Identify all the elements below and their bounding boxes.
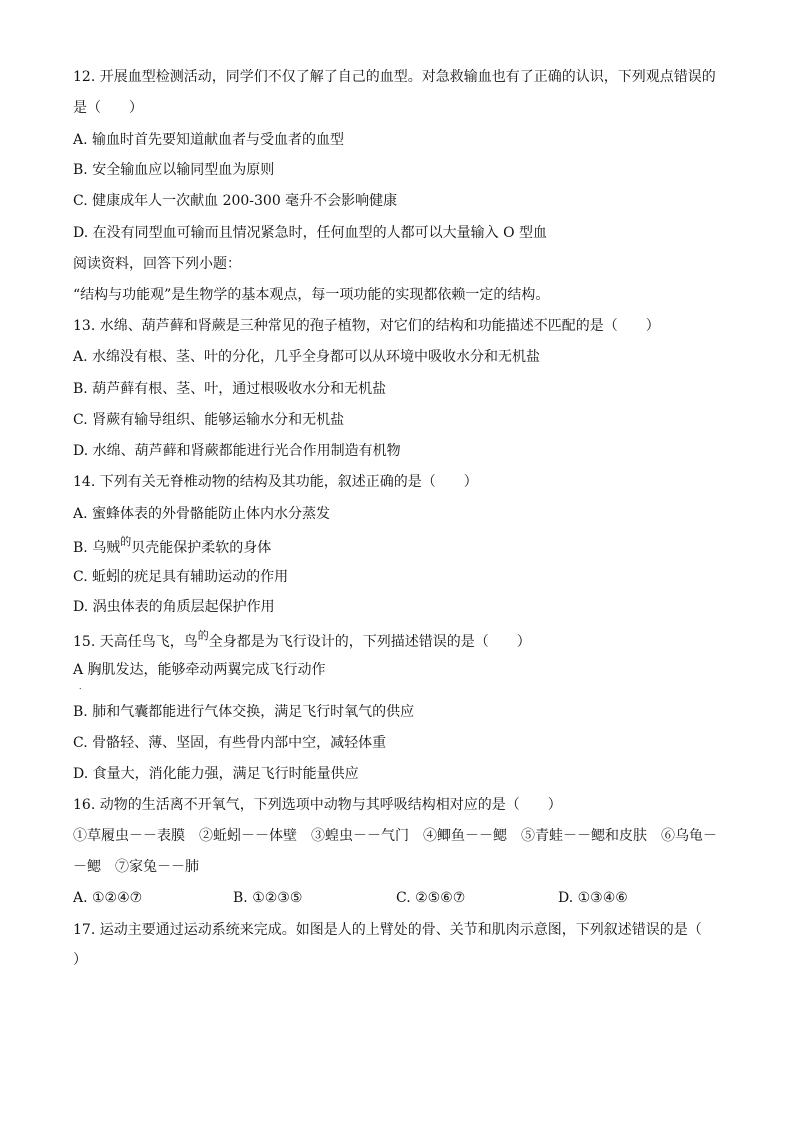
q13-option-d: D. 水绵、葫芦藓和肾蕨都能进行光合作用制造有机物 bbox=[73, 443, 401, 459]
q15-option-b: B. 肺和气囊都能进行气体交换，满足飞行时氧气的供应 bbox=[73, 704, 415, 720]
q14-option-b bbox=[73, 535, 272, 559]
q14-option-b-sup: 的 bbox=[120, 535, 132, 548]
q12-option-d: D. 在没有同型血可输而且情况紧急时，任何血型的人都可以大量输入 O 型血 bbox=[73, 225, 548, 241]
q14-option-b-pre: B. 乌贼 bbox=[73, 540, 121, 556]
q12-stem-line2: 是（ ） bbox=[73, 100, 143, 116]
q15-option-c: C. 骨骼轻、薄、坚固，有些骨内部中空，减轻体重 bbox=[73, 735, 387, 751]
q14-option-b-post: 贝壳能保护柔软的身体 bbox=[131, 540, 272, 556]
q13-option-c: C. 肾蕨有输导组织、能够运输水分和无机盐 bbox=[73, 412, 345, 428]
q17-stem-line1: 17. 运动主要通过运动系统来完成。如图是人的上臂处的骨、关节和肌肉示意图，下列叙述错误的是（ bbox=[73, 922, 702, 938]
q12-stem-line1: 12. 开展血型检测活动，同学们不仅了解了自己的血型。对急救输血也有了正确的认识，下列观点错误的 bbox=[73, 69, 716, 85]
q12-option-c: C. 健康成年人一次献血 200-300 毫升不会影响健康 bbox=[73, 193, 398, 209]
q16-option-c: C. ②⑤⑥⑦ bbox=[396, 890, 466, 906]
q15-option-a: A 胸肌发达，能够牵动两翼完成飞行动作 bbox=[73, 662, 326, 678]
q13-option-b: B. 葫芦藓有根、茎、叶，通过根吸收水分和无机盐 bbox=[73, 381, 387, 397]
q13-stem: 13. 水绵、葫芦藓和肾蕨是三种常见的孢子植物，对它们的结构和功能描述不匹配的是（ ） bbox=[73, 318, 660, 334]
q15-option-d: D. 食量大，消化能力强，满足飞行时能量供应 bbox=[73, 766, 359, 782]
q12-option-a: A. 输血时首先要知道献血者与受血者的血型 bbox=[73, 132, 345, 148]
q15-stem-sup: 的 bbox=[197, 629, 209, 642]
q16-option-b: B. ①②③⑤ bbox=[233, 890, 303, 906]
reading-intro: 阅读资料，回答下列小题： bbox=[73, 256, 241, 272]
q16-stem: 16. 动物的生活离不开氧气，下列选项中动物与其呼吸结构相对应的是（ ） bbox=[73, 797, 562, 813]
q16-option-a: A. ①②④⑦ bbox=[73, 890, 143, 906]
q12-option-b: B. 安全输血应以输同型血为原则 bbox=[73, 162, 275, 178]
q15-option-a-dot: ． bbox=[79, 682, 87, 691]
reading-quote: “结构与功能观”是生物学的基本观点，每一项功能的实现都依赖一定的结构。 bbox=[73, 287, 550, 303]
q17-stem-line2: ） bbox=[73, 952, 87, 968]
q15-stem-post: 全身都是为飞行设计的，下列描述错误的是（ ） bbox=[208, 634, 531, 650]
q14-option-a: A. 蜜蜂体表的外骨骼能防止体内水分蒸发 bbox=[73, 506, 331, 522]
q16-items-line1: ①草履虫－－表膜 ②蚯蚓－－体壁 ③蝗虫－－气门 ④鲫鱼－－鳃 ⑤青蛙－－鳃和皮肤 ⑥乌龟－ bbox=[73, 828, 717, 844]
q15-stem bbox=[73, 629, 531, 653]
q14-stem: 14. 下列有关无脊椎动物的结构及其功能，叙述正确的是（ ） bbox=[73, 474, 478, 490]
q14-option-d: D. 涡虫体表的角质层起保护作用 bbox=[73, 599, 275, 615]
q16-items-line2: －鳃 ⑦家兔－－肺 bbox=[73, 859, 199, 875]
q15-stem-pre: 15. 天高任鸟飞，鸟 bbox=[73, 634, 198, 650]
q13-option-a: A. 水绵没有根、茎、叶的分化，几乎全身都可以从环境中吸收水分和无机盐 bbox=[73, 349, 541, 365]
q16-option-d: D. ①③④⑥ bbox=[558, 890, 628, 906]
q14-option-c: C. 蚯蚓的疣足具有辅助运动的作用 bbox=[73, 569, 289, 585]
